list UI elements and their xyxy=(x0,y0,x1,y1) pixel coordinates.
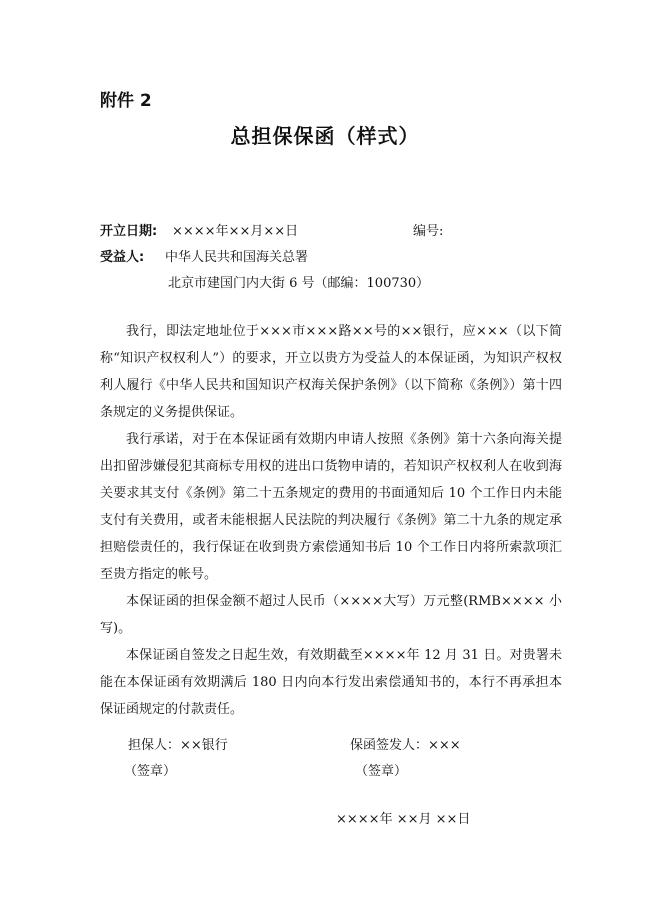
body-paragraph: 我行，即法定地址位于×××市×××路××号的××银行，应×××（以下简称“知识产权权利人”）的要求，开立以贵方为受益人的本保证函，为知识产权权利人履行《中华人民共和国知识产权海关保护条例》（以下简称《条例》）第十四条规定的义务提供保证。 xyxy=(100,324,562,420)
issue-date-label: 开立日期: xyxy=(100,224,158,239)
issuer-line: 保函签发人：××× xyxy=(350,738,461,753)
beneficiary-address: 北京市建国门内大街 6 号（邮编：100730） xyxy=(168,276,430,291)
body-paragraph: 本保证函的担保金额不超过人民币（××××大写）万元整(RMB×××× 小写)。 xyxy=(100,594,562,636)
beneficiary-label: 受益人: xyxy=(100,250,145,265)
attachment-label: 附件 2 xyxy=(100,91,152,111)
guarantor-seal: （签章） xyxy=(124,764,177,779)
beneficiary-name: 中华人民共和国海关总署 xyxy=(165,250,309,265)
body-paragraph: 我行承诺，对于在本保证函有效期内申请人按照《条例》第十六条向海关提出扣留涉嫌侵犯其商标专用权的进出口货物申请的，若知识产权权利人在收到海关要求其支付《条例》第二十五条规定的费用的书面通知后 10 个工作日内未能支付有关费用，或者未能根据人民法院的判决履行《条例》第二十九条的规定承担赔偿责任的，我行保证在收到贵方索偿通知书后 10 个工作日内将所索款项汇至贵方指定的帐号。 xyxy=(100,432,562,582)
serial-number-label: 编号: xyxy=(413,224,444,239)
document-title: 总担保保函（样式） xyxy=(230,124,420,148)
guarantor-line: 担保人：××银行 xyxy=(128,738,228,753)
issue-date-value: ××××年××月××日 xyxy=(172,224,299,239)
issuer-seal: （签章） xyxy=(355,764,408,779)
guarantee-body xyxy=(100,318,562,723)
body-paragraph: 本保证函自签发之日起生效，有效期截至××××年 12 月 31 日。对贵署未能在本保证函有效期满后 180 日内向本行发出索偿通知书的，本行不再承担本保证函规定的付款责任。 xyxy=(100,648,562,717)
signature-date: ××××年 ××月 ××日 xyxy=(336,812,471,827)
